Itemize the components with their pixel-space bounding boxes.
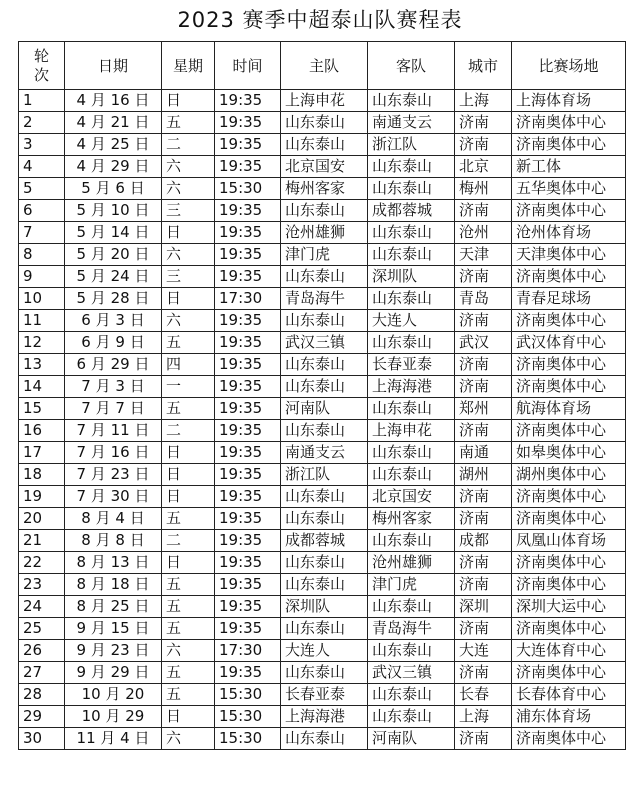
cell-round: 14 [19,376,65,398]
cell-round: 15 [19,398,65,420]
cell-away-team: 北京国安 [368,486,455,508]
cell-round: 27 [19,662,65,684]
cell-round: 8 [19,244,65,266]
cell-date: 7 月 16 日 [65,442,162,464]
header-home: 主队 [281,42,368,90]
cell-date: 10 月 20 [65,684,162,706]
table-row [19,684,626,706]
cell-round: 11 [19,310,65,332]
cell-weekday: 五 [162,332,215,354]
cell-city: 济南 [455,618,512,640]
cell-date: 8 月 25 日 [65,596,162,618]
cell-weekday: 五 [162,508,215,530]
cell-date: 6 月 9 日 [65,332,162,354]
cell-time: 19:35 [215,112,281,134]
cell-weekday: 日 [162,486,215,508]
header-city: 城市 [455,42,512,90]
cell-city: 上海 [455,706,512,728]
cell-time: 19:35 [215,354,281,376]
cell-date: 5 月 28 日 [65,288,162,310]
table-row [19,552,626,574]
cell-city: 济南 [455,266,512,288]
cell-date: 9 月 15 日 [65,618,162,640]
cell-date: 5 月 6 日 [65,178,162,200]
cell-home-team: 山东泰山 [281,618,368,640]
table-row [19,398,626,420]
cell-home-team: 浙江队 [281,464,368,486]
cell-home-team: 青岛海牛 [281,288,368,310]
cell-weekday: 三 [162,266,215,288]
cell-home-team: 上海申花 [281,90,368,112]
cell-weekday: 六 [162,178,215,200]
cell-weekday: 六 [162,640,215,662]
cell-city: 济南 [455,200,512,222]
cell-city: 济南 [455,486,512,508]
cell-home-team: 山东泰山 [281,508,368,530]
header-round-line1: 轮 [33,46,49,65]
cell-venue: 济南奥体中心 [512,552,626,574]
cell-time: 19:35 [215,90,281,112]
cell-venue: 济南奥体中心 [512,200,626,222]
cell-away-team: 上海申花 [368,420,455,442]
cell-date: 5 月 20 日 [65,244,162,266]
table-row [19,706,626,728]
cell-weekday: 六 [162,156,215,178]
cell-round: 28 [19,684,65,706]
cell-away-team: 山东泰山 [368,684,455,706]
cell-time: 19:35 [215,200,281,222]
cell-time: 15:30 [215,684,281,706]
cell-city: 郑州 [455,398,512,420]
cell-time: 19:35 [215,464,281,486]
cell-time: 15:30 [215,178,281,200]
header-away: 客队 [368,42,455,90]
cell-date: 8 月 4 日 [65,508,162,530]
cell-city: 济南 [455,134,512,156]
header-round [19,42,65,90]
cell-round: 2 [19,112,65,134]
header-weekday: 星期 [162,42,215,90]
cell-time: 19:35 [215,508,281,530]
cell-home-team: 山东泰山 [281,728,368,750]
cell-time: 19:35 [215,486,281,508]
cell-venue: 济南奥体中心 [512,266,626,288]
cell-away-team: 上海海港 [368,376,455,398]
cell-weekday: 日 [162,90,215,112]
cell-date: 7 月 3 日 [65,376,162,398]
table-row [19,244,626,266]
table-row [19,728,626,750]
cell-time: 19:35 [215,134,281,156]
cell-venue: 天津奥体中心 [512,244,626,266]
cell-weekday: 六 [162,728,215,750]
cell-round: 4 [19,156,65,178]
cell-time: 19:35 [215,530,281,552]
cell-date: 10 月 29 [65,706,162,728]
cell-round: 25 [19,618,65,640]
table-row [19,574,626,596]
cell-away-team: 山东泰山 [368,332,455,354]
cell-round: 22 [19,552,65,574]
table-row [19,288,626,310]
cell-time: 19:35 [215,662,281,684]
cell-home-team: 大连人 [281,640,368,662]
cell-venue: 济南奥体中心 [512,508,626,530]
cell-round: 20 [19,508,65,530]
table-row [19,376,626,398]
table-row [19,178,626,200]
cell-city: 济南 [455,552,512,574]
cell-city: 济南 [455,354,512,376]
cell-weekday: 五 [162,618,215,640]
cell-venue: 济南奥体中心 [512,112,626,134]
table-row [19,200,626,222]
cell-away-team: 山东泰山 [368,156,455,178]
cell-home-team: 山东泰山 [281,354,368,376]
cell-away-team: 山东泰山 [368,640,455,662]
cell-round: 30 [19,728,65,750]
schedule-table [18,41,626,750]
cell-venue: 大连体育中心 [512,640,626,662]
cell-weekday: 六 [162,310,215,332]
cell-weekday: 三 [162,200,215,222]
cell-venue: 济南奥体中心 [512,728,626,750]
cell-weekday: 五 [162,112,215,134]
cell-time: 19:35 [215,442,281,464]
cell-away-team: 深圳队 [368,266,455,288]
cell-away-team: 津门虎 [368,574,455,596]
cell-date: 6 月 3 日 [65,310,162,332]
cell-away-team: 大连人 [368,310,455,332]
cell-home-team: 长春亚泰 [281,684,368,706]
cell-home-team: 山东泰山 [281,266,368,288]
cell-away-team: 山东泰山 [368,244,455,266]
cell-city: 济南 [455,662,512,684]
cell-away-team: 山东泰山 [368,596,455,618]
cell-time: 19:35 [215,376,281,398]
cell-venue: 济南奥体中心 [512,486,626,508]
cell-time: 19:35 [215,618,281,640]
cell-city: 济南 [455,728,512,750]
cell-home-team: 津门虎 [281,244,368,266]
cell-venue: 深圳大运中心 [512,596,626,618]
cell-round: 17 [19,442,65,464]
cell-date: 4 月 25 日 [65,134,162,156]
cell-venue: 沧州体育场 [512,222,626,244]
cell-date: 6 月 29 日 [65,354,162,376]
cell-round: 3 [19,134,65,156]
cell-weekday: 日 [162,706,215,728]
cell-date: 8 月 13 日 [65,552,162,574]
cell-home-team: 南通支云 [281,442,368,464]
cell-city: 长春 [455,684,512,706]
cell-weekday: 四 [162,354,215,376]
cell-time: 19:35 [215,244,281,266]
cell-weekday: 五 [162,574,215,596]
cell-away-team: 沧州雄狮 [368,552,455,574]
cell-city: 济南 [455,376,512,398]
cell-round: 18 [19,464,65,486]
cell-venue: 青春足球场 [512,288,626,310]
cell-date: 4 月 21 日 [65,112,162,134]
cell-time: 19:35 [215,310,281,332]
cell-time: 19:35 [215,222,281,244]
cell-city: 济南 [455,508,512,530]
cell-venue: 长春体育中心 [512,684,626,706]
table-body [19,90,626,750]
cell-home-team: 山东泰山 [281,200,368,222]
cell-date: 9 月 23 日 [65,640,162,662]
cell-city: 济南 [455,310,512,332]
cell-venue: 五华奥体中心 [512,178,626,200]
cell-city: 济南 [455,112,512,134]
cell-time: 19:35 [215,156,281,178]
cell-home-team: 上海海港 [281,706,368,728]
cell-city: 上海 [455,90,512,112]
cell-city: 湖州 [455,464,512,486]
cell-date: 5 月 10 日 [65,200,162,222]
cell-time: 19:35 [215,332,281,354]
header-row [19,42,626,90]
cell-date: 9 月 29 日 [65,662,162,684]
cell-city: 成都 [455,530,512,552]
cell-round: 21 [19,530,65,552]
header-date: 日期 [65,42,162,90]
table-row [19,596,626,618]
cell-venue: 浦东体育场 [512,706,626,728]
cell-weekday: 一 [162,376,215,398]
cell-date: 4 月 29 日 [65,156,162,178]
cell-venue: 济南奥体中心 [512,420,626,442]
cell-venue: 济南奥体中心 [512,662,626,684]
cell-home-team: 山东泰山 [281,376,368,398]
cell-venue: 航海体育场 [512,398,626,420]
cell-away-team: 梅州客家 [368,508,455,530]
cell-date: 4 月 16 日 [65,90,162,112]
cell-time: 17:30 [215,640,281,662]
cell-home-team: 山东泰山 [281,662,368,684]
cell-home-team: 梅州客家 [281,178,368,200]
cell-weekday: 二 [162,420,215,442]
table-row [19,332,626,354]
cell-time: 19:35 [215,596,281,618]
cell-city: 济南 [455,574,512,596]
cell-time: 19:35 [215,398,281,420]
cell-city: 青岛 [455,288,512,310]
cell-date: 5 月 24 日 [65,266,162,288]
cell-round: 29 [19,706,65,728]
cell-city: 北京 [455,156,512,178]
cell-away-team: 山东泰山 [368,222,455,244]
cell-venue: 凤凰山体育场 [512,530,626,552]
cell-venue: 济南奥体中心 [512,376,626,398]
cell-home-team: 山东泰山 [281,134,368,156]
table-row [19,662,626,684]
cell-away-team: 武汉三镇 [368,662,455,684]
cell-weekday: 日 [162,222,215,244]
cell-round: 16 [19,420,65,442]
cell-venue: 湖州奥体中心 [512,464,626,486]
table-row [19,486,626,508]
cell-away-team: 山东泰山 [368,706,455,728]
table-row [19,530,626,552]
cell-time: 19:35 [215,552,281,574]
cell-home-team: 北京国安 [281,156,368,178]
cell-away-team: 山东泰山 [368,464,455,486]
cell-home-team: 山东泰山 [281,486,368,508]
table-row [19,442,626,464]
cell-away-team: 青岛海牛 [368,618,455,640]
cell-home-team: 武汉三镇 [281,332,368,354]
cell-city: 南通 [455,442,512,464]
cell-venue: 济南奥体中心 [512,354,626,376]
cell-home-team: 山东泰山 [281,112,368,134]
table-row [19,618,626,640]
cell-round: 19 [19,486,65,508]
table-row [19,222,626,244]
cell-time: 19:35 [215,266,281,288]
cell-round: 10 [19,288,65,310]
cell-date: 8 月 8 日 [65,530,162,552]
cell-venue: 济南奥体中心 [512,618,626,640]
cell-city: 天津 [455,244,512,266]
cell-away-team: 浙江队 [368,134,455,156]
table-row [19,156,626,178]
table-row [19,310,626,332]
cell-venue: 如皋奥体中心 [512,442,626,464]
cell-weekday: 日 [162,464,215,486]
cell-date: 8 月 18 日 [65,574,162,596]
cell-weekday: 二 [162,530,215,552]
table-row [19,266,626,288]
cell-city: 梅州 [455,178,512,200]
header-venue: 比赛场地 [512,42,626,90]
cell-weekday: 日 [162,442,215,464]
table-row [19,112,626,134]
cell-venue: 上海体育场 [512,90,626,112]
cell-city: 武汉 [455,332,512,354]
cell-weekday: 日 [162,288,215,310]
cell-away-team: 长春亚泰 [368,354,455,376]
header-time: 时间 [215,42,281,90]
cell-round: 5 [19,178,65,200]
cell-weekday: 五 [162,684,215,706]
cell-venue: 武汉体育中心 [512,332,626,354]
cell-date: 5 月 14 日 [65,222,162,244]
cell-city: 沧州 [455,222,512,244]
table-row [19,134,626,156]
cell-weekday: 日 [162,552,215,574]
table-row [19,464,626,486]
cell-away-team: 山东泰山 [368,90,455,112]
cell-city: 济南 [455,420,512,442]
cell-round: 9 [19,266,65,288]
cell-home-team: 山东泰山 [281,310,368,332]
table-row [19,90,626,112]
cell-weekday: 五 [162,398,215,420]
cell-round: 26 [19,640,65,662]
table-row [19,354,626,376]
cell-away-team: 山东泰山 [368,530,455,552]
header-round-line2: 次 [33,65,49,84]
cell-round: 12 [19,332,65,354]
cell-away-team: 河南队 [368,728,455,750]
cell-date: 7 月 30 日 [65,486,162,508]
cell-weekday: 六 [162,244,215,266]
cell-away-team: 成都蓉城 [368,200,455,222]
cell-round: 24 [19,596,65,618]
cell-date: 7 月 7 日 [65,398,162,420]
cell-weekday: 五 [162,662,215,684]
cell-away-team: 山东泰山 [368,178,455,200]
page-title: 2023 赛季中超泰山队赛程表 [177,8,463,32]
cell-round: 6 [19,200,65,222]
cell-time: 19:35 [215,574,281,596]
cell-city: 深圳 [455,596,512,618]
cell-away-team: 南通支云 [368,112,455,134]
cell-home-team: 深圳队 [281,596,368,618]
table-header [19,42,626,90]
cell-round: 23 [19,574,65,596]
cell-weekday: 五 [162,596,215,618]
cell-away-team: 山东泰山 [368,398,455,420]
cell-round: 1 [19,90,65,112]
cell-weekday: 二 [162,134,215,156]
cell-venue: 新工体 [512,156,626,178]
cell-venue: 济南奥体中心 [512,574,626,596]
cell-date: 7 月 11 日 [65,420,162,442]
table-row [19,640,626,662]
cell-venue: 济南奥体中心 [512,134,626,156]
cell-away-team: 山东泰山 [368,288,455,310]
cell-date: 7 月 23 日 [65,464,162,486]
cell-time: 15:30 [215,706,281,728]
table-row [19,508,626,530]
cell-home-team: 成都蓉城 [281,530,368,552]
cell-home-team: 山东泰山 [281,420,368,442]
cell-away-team: 山东泰山 [368,442,455,464]
cell-round: 7 [19,222,65,244]
cell-time: 19:35 [215,420,281,442]
cell-time: 17:30 [215,288,281,310]
cell-date: 11 月 4 日 [65,728,162,750]
cell-city: 大连 [455,640,512,662]
cell-home-team: 山东泰山 [281,574,368,596]
cell-home-team: 河南队 [281,398,368,420]
cell-venue: 济南奥体中心 [512,310,626,332]
table-row [19,420,626,442]
cell-home-team: 沧州雄狮 [281,222,368,244]
cell-round: 13 [19,354,65,376]
cell-time: 15:30 [215,728,281,750]
cell-home-team: 山东泰山 [281,552,368,574]
